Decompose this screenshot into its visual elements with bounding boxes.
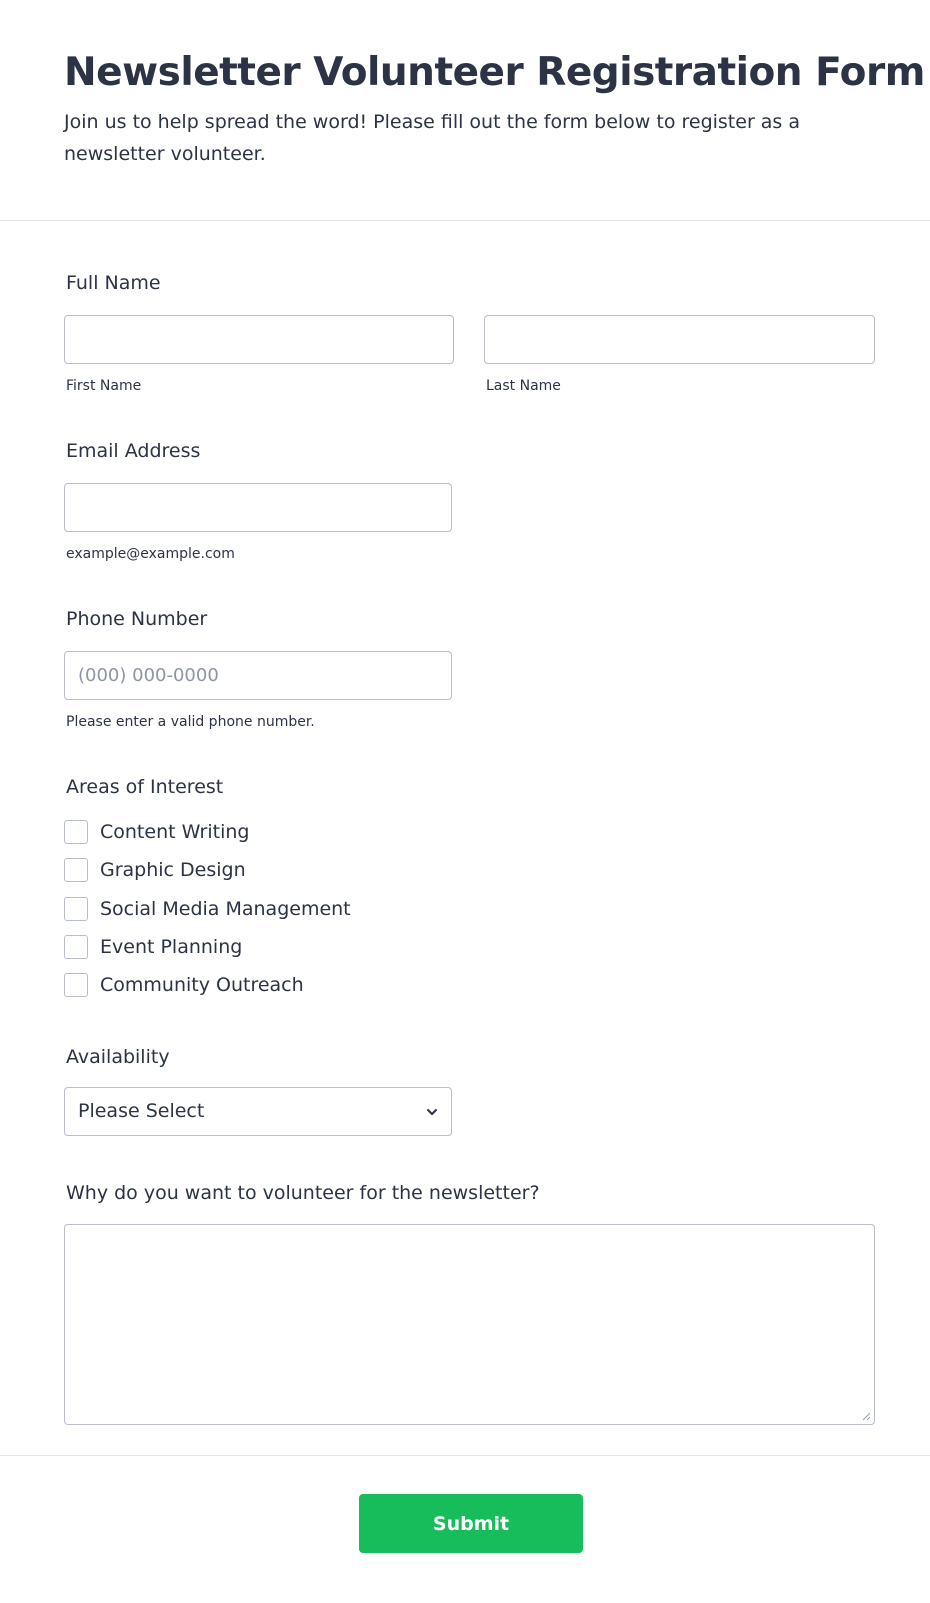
form-header [0, 0, 930, 221]
interest-option-social-media[interactable] [64, 896, 351, 922]
chevron-down-icon [425, 1105, 439, 1119]
checkbox-label[interactable]: Graphic Design [100, 859, 246, 881]
interest-option-community-outreach[interactable] [64, 972, 304, 998]
availability-select[interactable] [64, 1087, 452, 1136]
phone-label: Phone Number [66, 608, 208, 630]
checkbox-label[interactable]: Event Planning [100, 936, 243, 958]
form-title: Newsletter Volunteer Registration Form [64, 50, 925, 95]
interest-option-graphic-design[interactable] [64, 857, 246, 883]
motivation-label: Why do you want to volunteer for the newsletter? [66, 1182, 540, 1204]
checkbox[interactable] [64, 858, 88, 882]
email-label: Email Address [66, 440, 201, 462]
phone-input[interactable] [64, 651, 452, 700]
email-sublabel: example@example.com [66, 546, 235, 562]
availability-label: Availability [66, 1046, 170, 1068]
availability-selected-value: Please Select [78, 1100, 205, 1122]
checkbox-label[interactable]: Social Media Management [100, 898, 351, 920]
checkbox-label[interactable]: Community Outreach [100, 974, 304, 996]
last-name-sublabel: Last Name [486, 378, 561, 394]
checkbox[interactable] [64, 897, 88, 921]
interest-option-event-planning[interactable] [64, 934, 242, 960]
email-input[interactable] [64, 483, 452, 532]
first-name-sublabel: First Name [66, 378, 142, 394]
checkbox-label[interactable]: Content Writing [100, 821, 250, 843]
checkbox[interactable] [64, 935, 88, 959]
checkbox[interactable] [64, 820, 88, 844]
resize-handle-icon[interactable] [861, 1411, 871, 1421]
interests-label: Areas of Interest [66, 776, 224, 798]
checkbox[interactable] [64, 973, 88, 997]
full-name-label: Full Name [66, 272, 161, 294]
last-name-input[interactable] [484, 315, 875, 364]
first-name-input[interactable] [64, 315, 454, 364]
submit-button[interactable]: Submit [359, 1494, 583, 1553]
motivation-textarea[interactable] [64, 1224, 875, 1425]
interest-option-content-writing[interactable] [64, 819, 249, 845]
form-subtitle: Join us to help spread the word! Please fill out the form below to register as a newsletter volunteer. [64, 111, 801, 165]
footer-divider [0, 1455, 930, 1456]
phone-sublabel: Please enter a valid phone number. [66, 714, 315, 730]
